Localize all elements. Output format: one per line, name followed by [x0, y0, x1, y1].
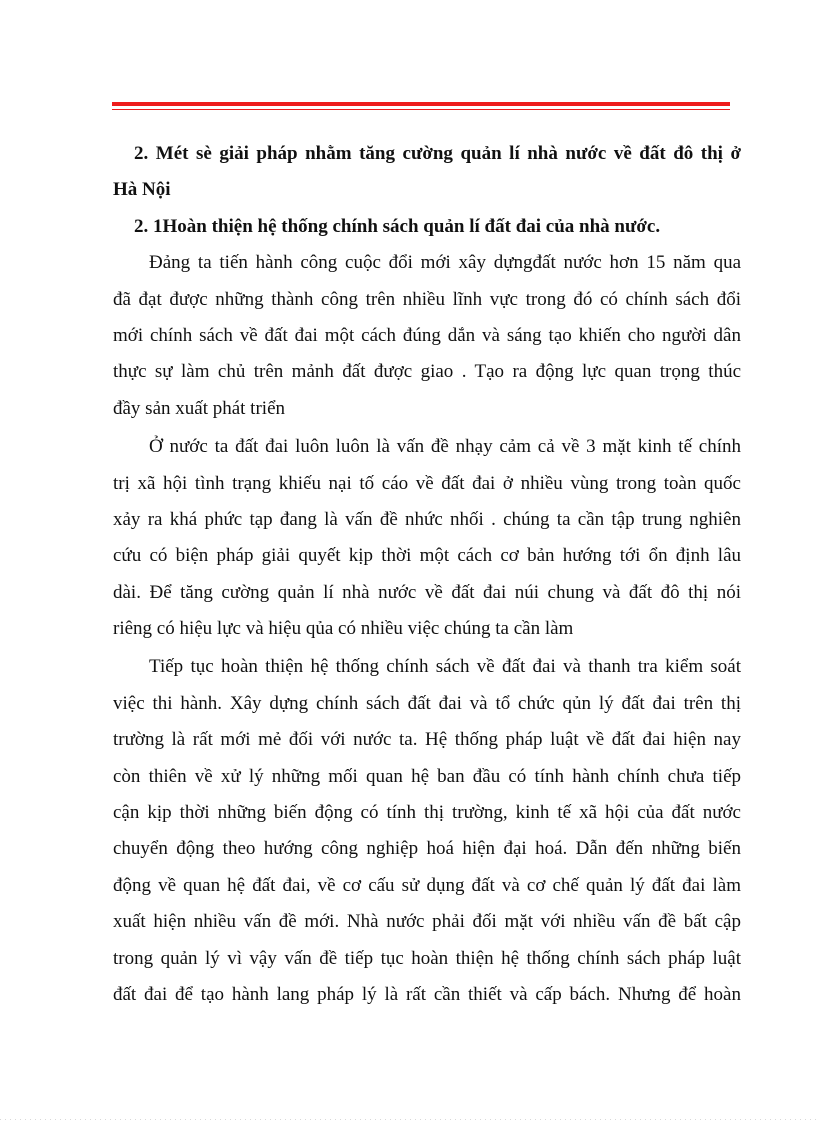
paragraph-line: trường là rất mới mẻ đối với nước ta. Hệ thống pháp luật về đất đai hiện nay [113, 729, 741, 751]
paragraph-3 [113, 649, 741, 1013]
paragraph-line: riêng có hiệu lực và hiệu qủa có nhiều việc chúng ta cần làm [113, 618, 574, 640]
paragraph-line: còn thiên về xử lý những mối quan hệ ban đầu có tính hành chính chưa tiếp [113, 765, 741, 787]
document-body [113, 136, 741, 1013]
paragraph-line: Đảng ta tiến hành công cuộc đổi mới xây dựngđất nước hơn 15 năm qua [149, 252, 741, 274]
paragraph-line: chuyển động theo hướng công nghiệp hoá hiện đại hoá. Dẫn đến những biến [113, 838, 741, 860]
footer-dotted-border [0, 1119, 816, 1120]
paragraph-line: thực sự làm chủ trên mảnh đất được giao . Tạo ra động lực quan trọng thúc [113, 361, 741, 383]
paragraph-line: đầy sản xuất phát triển [113, 397, 286, 419]
section-heading-line-2: Hà Nội [113, 179, 171, 201]
paragraph-line: đã đạt được những thành công trên nhiều lĩnh vực trong đó có chính sách đổi [113, 288, 741, 310]
paragraph-line: mới chính sách về đất đai một cách đúng dắn và sáng tạo khiến cho người dân [113, 324, 741, 346]
paragraph-line: xuất hiện nhiều vấn đề mới. Nhà nước phải đối mặt với nhiều vấn đề bất cập [113, 911, 741, 933]
paragraph-line: cứu có biện pháp giải quyết kịp thời một cách cơ bản hướng tới ổn định lâu [113, 545, 741, 567]
paragraph-line: dài. Để tăng cường quản lí nhà nước về đất đai núi chung và đất đô thị nói [113, 581, 741, 603]
paragraph-line: Tiếp tục hoàn thiện hệ thống chính sách về đất đai và thanh tra kiểm soát [149, 656, 741, 678]
subsection-heading: 2. 1Hoàn thiện hệ thống chính sách quản lí đất đai của nhà nước. [134, 215, 661, 237]
header-rule-thick [112, 102, 730, 106]
paragraph-2 [113, 429, 741, 647]
paragraph-line: động về quan hệ đất đai, về cơ cấu sử dụng đất và cơ chế quản lý đất đai làm [113, 874, 741, 896]
section-heading-line-1: 2. Mét sè giải pháp nhằm tăng cường quản lí nhà nước về đất đô thị ở [134, 143, 741, 164]
paragraph-line: đất đai để tạo hành lang pháp lý là rất cần thiết và cấp bách. Nhưng để hoàn [113, 983, 741, 1005]
paragraph-1 [113, 245, 741, 427]
header-rule-thin [112, 109, 730, 110]
paragraph-line: việc thi hành. Xây dựng chính sách đất đai và tổ chức qủn lý đất đai trên thị [113, 692, 741, 714]
paragraph-line: trị xã hội tình trạng khiếu nại tố cáo về đất đai ở nhiều vùng trong toàn quốc [113, 472, 741, 494]
paragraph-line: cận kịp thời những biến động có tính thị trường, kinh tế xã hội của đất nước [113, 802, 741, 824]
paragraph-line: trong quản lý vì vậy vấn đề tiếp tục hoàn thiện hệ thống chính sách pháp luật [113, 947, 741, 969]
paragraph-line: xảy ra khá phức tạp đang là vấn đề nhức nhối . chúng ta cần tập trung nghiên [113, 508, 741, 530]
paragraph-line: Ở nước ta đất đai luôn luôn là vấn đề nhạy cảm cả về 3 mặt kinh tế chính [149, 436, 741, 458]
